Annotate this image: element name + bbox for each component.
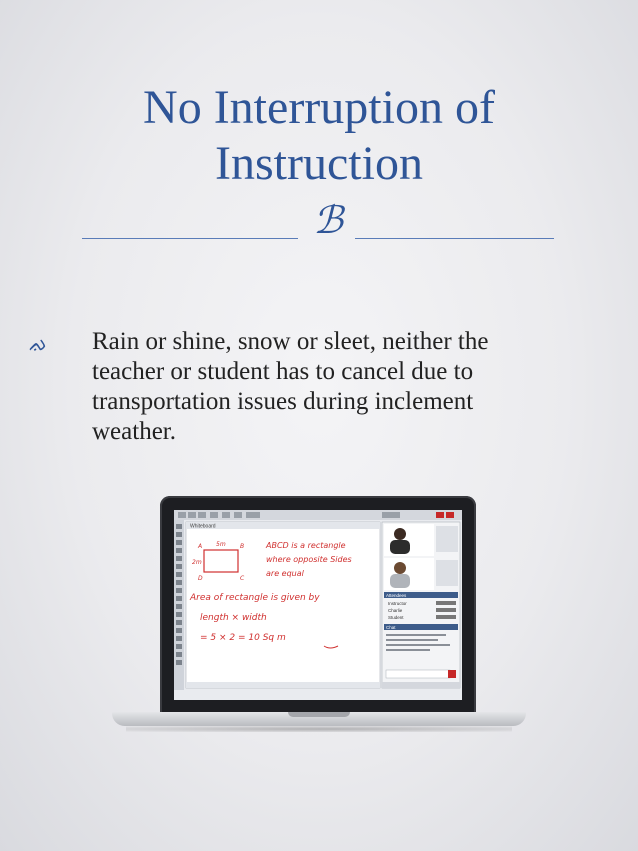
bullet-icon: ᨁ xyxy=(28,334,45,356)
bullet-text: Rain or shine, snow or sleet, neither the teacher or student has to cancel due to transportation issues during inclement weather. xyxy=(92,328,489,445)
laptop-lid xyxy=(160,496,476,714)
figure-label: C xyxy=(240,575,245,582)
title-divider-right xyxy=(355,238,554,239)
whiteboard-line: ABCD is a rectangle xyxy=(266,541,346,550)
participant-item: Instructor xyxy=(388,601,407,606)
title-divider-left xyxy=(82,238,298,239)
participant-item: Student xyxy=(388,615,404,620)
figure-label: B xyxy=(240,543,245,550)
laptop-shadow xyxy=(126,726,512,732)
chat-title: Chat xyxy=(386,625,396,630)
whiteboard-line: Area of rectangle is given by xyxy=(190,593,320,603)
whiteboard-line: = 5 × 2 = 10 Sq m xyxy=(200,633,286,643)
figure-label: 2m xyxy=(192,559,202,566)
figure-label: D xyxy=(198,575,203,582)
virtual-classroom-screenshot xyxy=(174,510,462,700)
laptop-screen xyxy=(174,510,462,700)
figure-label: A xyxy=(198,543,203,550)
slide-title: No Interruption of Instruction xyxy=(143,81,495,190)
laptop-base-notch xyxy=(288,712,350,717)
figure-label: 5m xyxy=(216,541,226,548)
whiteboard-tab-label: Whiteboard xyxy=(190,523,216,530)
participant-item: Charlie xyxy=(388,608,403,613)
participants-title: Attendees xyxy=(386,593,407,598)
ornament-icon: ℬ xyxy=(313,198,343,242)
whiteboard-line: length × width xyxy=(200,613,267,623)
whiteboard-line: where opposite Sides xyxy=(266,555,352,564)
laptop-image xyxy=(112,496,526,736)
whiteboard-line: are equal xyxy=(266,569,304,578)
